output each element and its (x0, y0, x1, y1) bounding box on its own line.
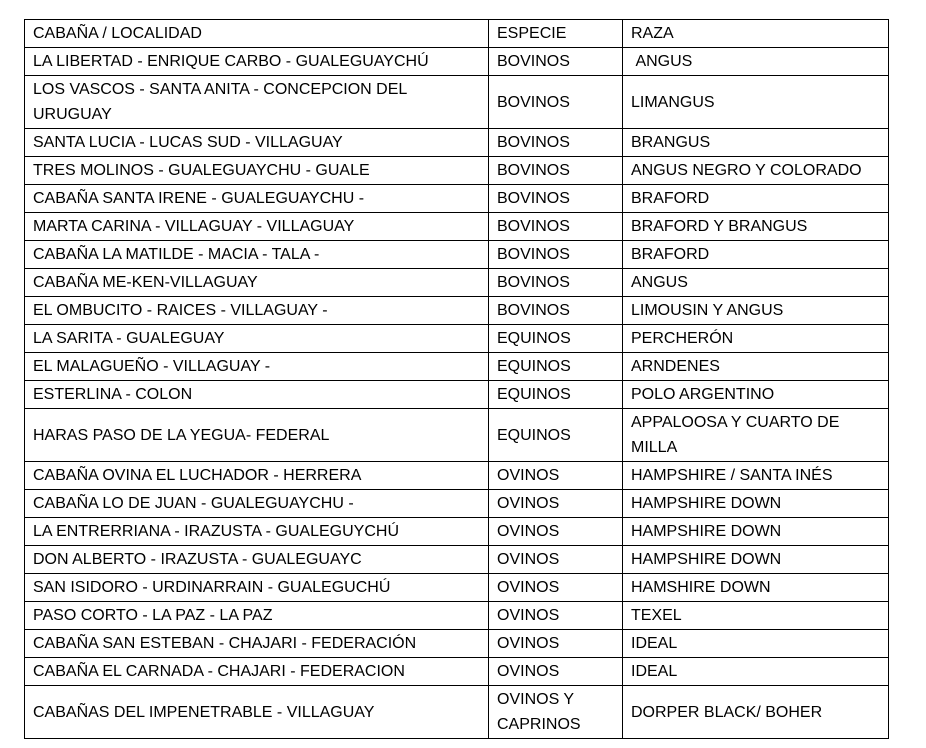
cell-cabana: TRES MOLINOS - GUALEGUAYCHU - GUALE (25, 157, 489, 185)
cell-cabana: SAN ISIDORO - URDINARRAIN - GUALEGUCHÚ (25, 574, 489, 602)
cell-especie: BOVINOS (489, 269, 623, 297)
cell-cabana: CABAÑA OVINA EL LUCHADOR - HERRERA (25, 462, 489, 490)
cell-cabana: HARAS PASO DE LA YEGUA- FEDERAL (25, 409, 489, 462)
cell-especie: OVINOS (489, 602, 623, 630)
cell-especie: OVINOS (489, 546, 623, 574)
table-row (25, 490, 889, 518)
cell-cabana: CABAÑA EL CARNADA - CHAJARI - FEDERACION (25, 658, 489, 686)
table-row (25, 381, 889, 409)
table-row (25, 518, 889, 546)
livestock-breeders-table (24, 19, 889, 739)
table-body (25, 48, 889, 739)
cell-cabana: DON ALBERTO - IRAZUSTA - GUALEGUAYC (25, 546, 489, 574)
cell-raza: BRAFORD (623, 241, 889, 269)
table-row (25, 602, 889, 630)
cell-especie: EQUINOS (489, 409, 623, 462)
cell-especie: BOVINOS (489, 48, 623, 76)
table-row (25, 157, 889, 185)
table-row (25, 269, 889, 297)
cell-cabana: CABAÑA LO DE JUAN - GUALEGUAYCHU - (25, 490, 489, 518)
table-row (25, 546, 889, 574)
cell-raza: ANGUS NEGRO Y COLORADO (623, 157, 889, 185)
table-row (25, 129, 889, 157)
table-row (25, 658, 889, 686)
cell-raza: BRAFORD Y BRANGUS (623, 213, 889, 241)
document-page (24, 19, 889, 739)
column-header-cabana-localidad: CABAÑA / LOCALIDAD (25, 20, 489, 48)
cell-especie: OVINOS Y CAPRINOS (489, 686, 623, 739)
cell-raza: HAMPSHIRE DOWN (623, 518, 889, 546)
cell-especie: OVINOS (489, 518, 623, 546)
cell-especie: BOVINOS (489, 76, 623, 129)
table-row (25, 297, 889, 325)
cell-especie: OVINOS (489, 630, 623, 658)
cell-raza: HAMPSHIRE / SANTA INÉS (623, 462, 889, 490)
cell-cabana: EL MALAGUEÑO - VILLAGUAY - (25, 353, 489, 381)
table-row (25, 213, 889, 241)
cell-cabana: LOS VASCOS - SANTA ANITA - CONCEPCION DEL URUGUAY (25, 76, 489, 129)
cell-raza: ANGUS (623, 48, 889, 76)
table-row (25, 574, 889, 602)
cell-raza: TEXEL (623, 602, 889, 630)
cell-cabana: LA ENTRERRIANA - IRAZUSTA - GUALEGUYCHÚ (25, 518, 489, 546)
cell-cabana: CABAÑAS DEL IMPENETRABLE - VILLAGUAY (25, 686, 489, 739)
cell-especie: OVINOS (489, 490, 623, 518)
cell-especie: EQUINOS (489, 381, 623, 409)
cell-raza: LIMANGUS (623, 76, 889, 129)
cell-especie: BOVINOS (489, 185, 623, 213)
cell-raza: ARNDENES (623, 353, 889, 381)
column-header-raza: RAZA (623, 20, 889, 48)
cell-cabana: LA SARITA - GUALEGUAY (25, 325, 489, 353)
cell-cabana: CABAÑA ME-KEN-VILLAGUAY (25, 269, 489, 297)
cell-raza: PERCHERÓN (623, 325, 889, 353)
column-header-especie: ESPECIE (489, 20, 623, 48)
table-row (25, 76, 889, 129)
cell-especie: OVINOS (489, 658, 623, 686)
table-row (25, 48, 889, 76)
cell-raza: APPALOOSA Y CUARTO DE MILLA (623, 409, 889, 462)
cell-cabana: EL OMBUCITO - RAICES - VILLAGUAY - (25, 297, 489, 325)
cell-especie: OVINOS (489, 574, 623, 602)
cell-raza: IDEAL (623, 658, 889, 686)
cell-raza: LIMOUSIN Y ANGUS (623, 297, 889, 325)
cell-raza: HAMPSHIRE DOWN (623, 490, 889, 518)
cell-cabana: CABAÑA SAN ESTEBAN - CHAJARI - FEDERACIÓN (25, 630, 489, 658)
cell-raza: HAMPSHIRE DOWN (623, 546, 889, 574)
cell-cabana: CABAÑA LA MATILDE - MACIA - TALA - (25, 241, 489, 269)
cell-raza: BRANGUS (623, 129, 889, 157)
table-header-row (25, 20, 889, 48)
cell-raza: BRAFORD (623, 185, 889, 213)
cell-raza: POLO ARGENTINO (623, 381, 889, 409)
cell-raza: DORPER BLACK/ BOHER (623, 686, 889, 739)
table-row (25, 241, 889, 269)
table-row (25, 185, 889, 213)
cell-especie: BOVINOS (489, 213, 623, 241)
cell-raza: ANGUS (623, 269, 889, 297)
cell-especie: EQUINOS (489, 325, 623, 353)
cell-especie: BOVINOS (489, 297, 623, 325)
table-row (25, 409, 889, 462)
cell-cabana: MARTA CARINA - VILLAGUAY - VILLAGUAY (25, 213, 489, 241)
cell-cabana: CABAÑA SANTA IRENE - GUALEGUAYCHU - (25, 185, 489, 213)
table-row (25, 353, 889, 381)
cell-cabana: LA LIBERTAD - ENRIQUE CARBO - GUALEGUAYCHÚ (25, 48, 489, 76)
cell-especie: BOVINOS (489, 129, 623, 157)
table-row (25, 325, 889, 353)
cell-especie: EQUINOS (489, 353, 623, 381)
table-row (25, 462, 889, 490)
cell-cabana: ESTERLINA - COLON (25, 381, 489, 409)
cell-especie: OVINOS (489, 462, 623, 490)
cell-cabana: SANTA LUCIA - LUCAS SUD - VILLAGUAY (25, 129, 489, 157)
cell-raza: IDEAL (623, 630, 889, 658)
cell-especie: BOVINOS (489, 157, 623, 185)
cell-raza: HAMSHIRE DOWN (623, 574, 889, 602)
cell-cabana: PASO CORTO - LA PAZ - LA PAZ (25, 602, 489, 630)
table-row (25, 686, 889, 739)
table-row (25, 630, 889, 658)
cell-especie: BOVINOS (489, 241, 623, 269)
